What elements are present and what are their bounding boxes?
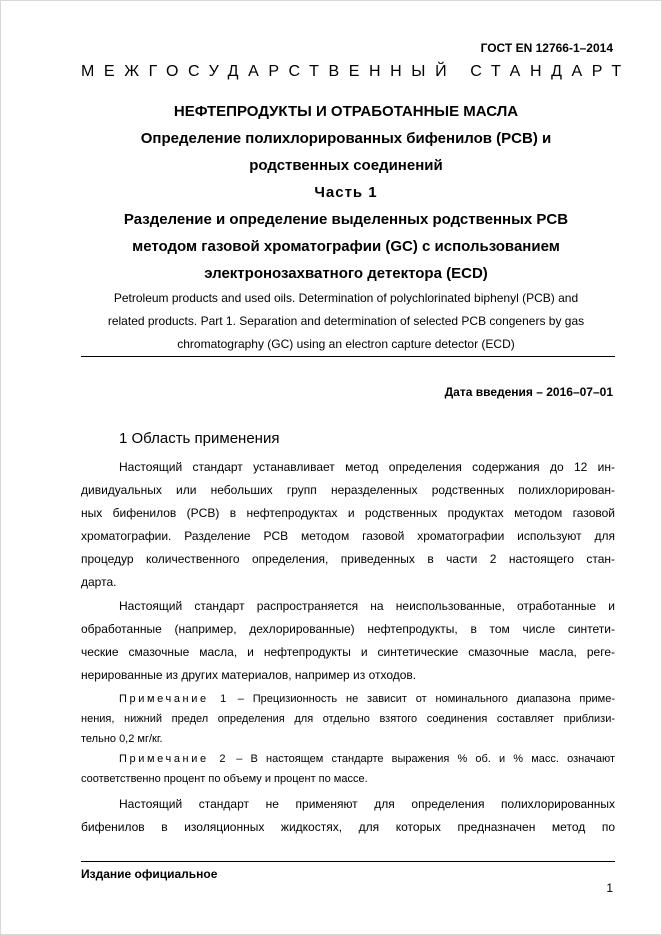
note-1-label: Примечание 1 <box>119 693 229 705</box>
note-2-label: Примечание 2 <box>119 753 229 765</box>
note-2-line: соответственно процент по объему и процент по массе. <box>81 773 368 785</box>
paragraph-1-line: ных бифенилов (PCB) в нефтепродуктах и родственных продуктах методом газовой <box>81 506 615 520</box>
paragraph-2-line: ческие смазочные масла, и нефтепродукты и синтетические смазочные масла, реге- <box>81 645 615 659</box>
note-1-first-line <box>81 689 615 709</box>
paragraph-1 <box>81 456 615 594</box>
english-title-line-1: Petroleum products and used oils. Determination of polychlorinated biphenyl (PCB) and <box>113 291 579 305</box>
paragraph-3 <box>81 793 615 839</box>
paragraph-1-line: дивидуальных или небольших групп неразделенных родственных полихлорирован- <box>81 483 615 497</box>
gost-code: ГОСТ EN 12766-1–2014 <box>480 41 613 55</box>
note-2-first-line <box>81 749 615 769</box>
paragraph-2-line: нерированные из других материалов, например из отходов. <box>81 668 417 682</box>
paragraph-1-line: Настоящий стандарт устанавливает метод определения содержания до 12 ин- <box>119 460 615 474</box>
paragraph-1-line: процедур количественного определения, приведенных в части 2 настоящего стан- <box>81 552 615 566</box>
note-1-line: нения, нижний предел определения для отдельно взятого соединения составляет приблизи- <box>81 713 615 725</box>
paragraph-3-line: Настоящий стандарт не применяют для определения полихлорированных <box>119 797 615 811</box>
header-divider <box>81 356 615 357</box>
paragraph-1-line: дарта. <box>81 575 117 589</box>
footer-divider <box>81 861 615 862</box>
title-line-5: методом газовой хроматографии (GC) с использованием <box>132 238 560 255</box>
paragraph-3-line: бифенилов в изоляционных жидкостях, для которых предназначен метод по <box>81 820 615 834</box>
english-title-line-3: chromatography (GC) using an electron capture detector (ECD) <box>177 337 515 351</box>
note-1-text: – Прецизионность не зависит от номинального диапазона приме- <box>228 693 615 705</box>
title-line-3: родственных соединений <box>249 157 443 174</box>
title-block <box>81 98 611 287</box>
section-heading: 1 Область применения <box>119 430 280 447</box>
title-line-1: НЕФТЕПРОДУКТЫ И ОТРАБОТАННЫЕ МАСЛА <box>173 103 519 120</box>
english-title <box>81 287 611 356</box>
note-2 <box>81 749 615 789</box>
page-number: 1 <box>606 881 613 895</box>
paragraph-2-line: Настоящий стандарт распространяется на неиспользованные, отработанные и <box>119 599 615 613</box>
paragraph-1-line: хроматографии. Разделение PCB методом газовой хроматографии используют для <box>81 529 615 543</box>
note-1-line: тельно 0,2 мг/кг. <box>81 733 163 745</box>
edition-label: Издание официальное <box>81 867 218 881</box>
english-title-line-2: related products. Part 1. Separation and determination of selected PCB congeners by gas <box>107 314 585 328</box>
title-line-6: электронозахватного детектора (ECD) <box>204 265 488 282</box>
intro-date: Дата введения – 2016–07–01 <box>444 385 613 399</box>
note-2-text: – В настоящем стандарте выражения % об. и % масс. означают <box>228 753 615 765</box>
paragraph-2 <box>81 595 615 687</box>
standard-type: МЕЖГОСУДАРСТВЕННЫЙ СТАНДАРТ <box>81 63 631 80</box>
paragraph-2-line: обработанные (например, дехлорированные) нефтепродукты, в том числе синтети- <box>81 622 615 636</box>
title-line-4: Разделение и определение выделенных родственных PCB <box>123 211 569 228</box>
note-1 <box>81 689 615 749</box>
title-line-2: Определение полихлорированных бифенилов (PCB) и <box>140 130 552 147</box>
title-part: Часть 1 <box>314 184 378 201</box>
